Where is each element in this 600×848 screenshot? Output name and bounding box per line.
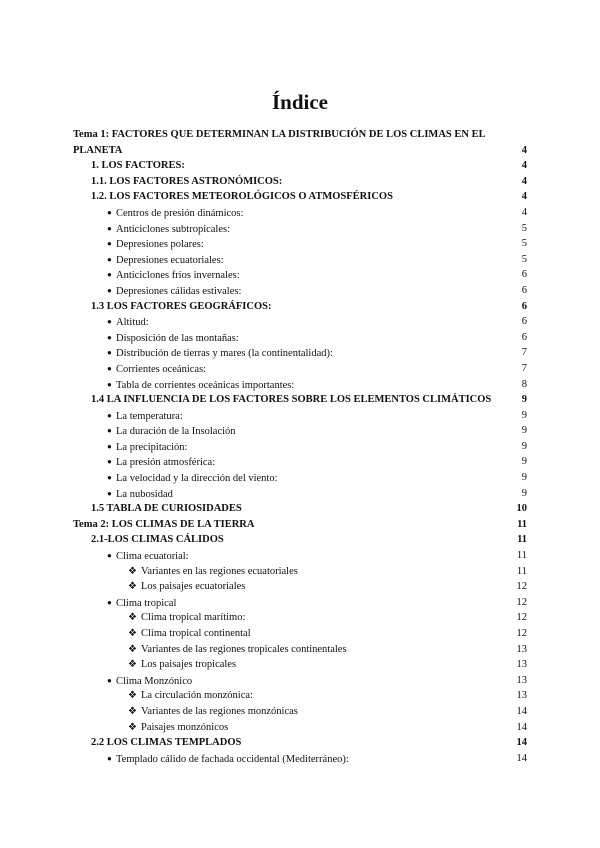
diamond-bullet-icon: ❖ (128, 721, 137, 733)
toc-entry-text: Variantes de las regiones monzónicas (141, 705, 298, 717)
toc-page-number: 13 (516, 659, 527, 671)
toc-page-number: 13 (516, 690, 527, 702)
diamond-bullet-icon: ❖ (128, 705, 137, 717)
bullet-icon: ● (107, 441, 112, 451)
toc-page-number: 9 (521, 440, 527, 452)
toc-page-number: 14 (516, 705, 527, 717)
diamond-bullet-icon: ❖ (128, 643, 137, 655)
toc-entry-title (107, 361, 206, 378)
toc-entry-text: Clima Monzónico (116, 675, 193, 687)
bullet-icon: ● (107, 597, 112, 607)
toc-entry-title (107, 751, 349, 768)
toc-entry[interactable] (0, 673, 600, 689)
toc-entry-title (107, 252, 224, 269)
toc-page-number: 9 (521, 425, 527, 437)
toc-entry-title (107, 267, 240, 284)
bullet-icon: ● (107, 551, 112, 561)
bullet-icon: ● (107, 254, 112, 264)
toc-entry[interactable] (0, 626, 600, 642)
toc-entry[interactable] (0, 532, 600, 548)
toc-entry-text: 2.1-LOS CLIMAS CÁLIDOS (91, 534, 224, 546)
toc-page-number: 8 (521, 378, 527, 390)
toc-entry-title (128, 688, 253, 704)
toc-page-number: 11 (516, 565, 527, 577)
toc-entry-title (107, 470, 278, 487)
toc-entry-text: Corrientes oceánicas: (116, 363, 207, 375)
toc-entry[interactable] (0, 314, 600, 330)
toc-entry-text: 2.2 LOS CLIMAS TEMPLADOS (91, 737, 242, 749)
toc-entry-title (107, 548, 189, 565)
toc-entry-text: Depresiones cálidas estivales: (116, 285, 242, 297)
toc-page-number: 12 (516, 612, 527, 624)
toc-entry[interactable] (0, 299, 600, 315)
toc-page-number: 11 (516, 550, 527, 562)
toc-entry[interactable] (0, 408, 600, 424)
toc-entry-text: Templado cálido de fachada occidental (Mediterráneo): (116, 753, 349, 765)
bullet-icon: ● (107, 426, 112, 436)
toc-entry[interactable] (0, 579, 600, 595)
diamond-bullet-icon: ❖ (128, 612, 137, 624)
toc-entry[interactable] (0, 174, 600, 190)
toc-entry-title (91, 189, 393, 205)
toc-entry-title (91, 501, 242, 517)
toc-page-number: 5 (521, 222, 527, 234)
toc-entry[interactable] (0, 704, 600, 720)
toc-page-number: 11 (517, 534, 527, 546)
toc-entry[interactable] (0, 517, 600, 533)
bullet-icon: ● (107, 239, 112, 249)
toc-entry[interactable] (0, 657, 600, 673)
toc-entry-text: Depresiones ecuatoriales: (116, 254, 224, 266)
toc-entry-text: La velocidad y la dirección del viento: (116, 473, 278, 485)
toc-entry-title (128, 626, 251, 642)
toc-page-number: 9 (521, 472, 527, 484)
toc-entry-title (128, 564, 298, 580)
toc-page-number: 9 (521, 487, 527, 499)
toc-page-number: 11 (517, 518, 527, 530)
toc-entry-text: 1.1. LOS FACTORES ASTRONÓMICOS: (91, 175, 283, 187)
toc-entry[interactable] (0, 361, 600, 377)
toc-entry-title (91, 158, 185, 174)
toc-page-number: 4 (521, 160, 527, 172)
toc-entry-text: La presión atmosférica: (116, 457, 216, 469)
toc-page-number: 5 (521, 238, 527, 250)
toc-entry-text: La nubosidad (116, 488, 173, 500)
toc-entry-title (107, 283, 241, 300)
toc-entry-title (91, 174, 282, 190)
toc-entry[interactable] (0, 423, 600, 439)
toc-entry-text: La precipitación: (116, 441, 188, 453)
toc-page-number: 4 (521, 175, 527, 187)
toc-page-number: 9 (521, 409, 527, 421)
toc-entry-title (128, 642, 347, 658)
toc-entry-text: Tema 1: FACTORES QUE DETERMINAN LA DISTRIBUCIÓN DE LOS CLIMAS EN EL PLANETA (73, 129, 486, 156)
toc-entry-text: Variantes en las regiones ecuatoriales (141, 565, 298, 577)
toc-page-number: 6 (521, 269, 527, 281)
toc-entry-text: 1.4 LA INFLUENCIA DE LOS FACTORES SOBRE LOS ELEMENTOS CLIMÁTICOS (91, 394, 492, 406)
toc-entry[interactable] (0, 642, 600, 658)
toc-entry-title (107, 345, 333, 362)
toc-entry-text: Centros de presión dinámicos: (116, 207, 244, 219)
toc-entry-title (107, 221, 230, 238)
toc-entry[interactable] (0, 236, 600, 252)
toc-entry[interactable] (0, 283, 600, 299)
toc-entry-text: Paisajes monzónicos (141, 721, 229, 733)
toc-entry-title (128, 704, 298, 720)
toc-entry-title (107, 408, 183, 425)
toc-entry[interactable] (0, 470, 600, 486)
toc-entry[interactable] (0, 377, 600, 393)
toc-entry-text: Anticiclones subtropicales: (116, 223, 231, 235)
toc-page-number: 12 (516, 628, 527, 639)
toc-entry-title (128, 657, 236, 673)
toc-page-number: 5 (521, 253, 527, 265)
toc-entry-text: Los paisajes ecuatoriales (141, 581, 246, 593)
toc-entry-title (107, 330, 239, 347)
toc-entry-title (91, 299, 271, 315)
toc-entry[interactable] (0, 720, 600, 736)
toc-entry-text: La temperatura: (116, 410, 183, 422)
toc-entry-title (91, 532, 224, 548)
toc-entry-text: Anticiclones fríos invernales: (116, 270, 240, 282)
toc-entry-title (107, 236, 204, 253)
toc-entry[interactable] (0, 564, 600, 580)
toc-entry[interactable] (0, 127, 600, 158)
bullet-icon: ● (107, 753, 112, 763)
toc-entry-text: Distribución de tierras y mares (la continentalidad): (116, 348, 333, 360)
bullet-icon: ● (107, 473, 112, 483)
diamond-bullet-icon: ❖ (128, 628, 137, 639)
toc-entry-title (128, 610, 245, 626)
bullet-icon: ● (107, 223, 112, 233)
toc-entry-text: Depresiones polares: (116, 239, 204, 251)
bullet-icon: ● (107, 285, 112, 295)
toc-entry-text: Clima tropical (116, 597, 177, 609)
bullet-icon: ● (107, 457, 112, 467)
toc-entry-title (73, 517, 254, 533)
page-title: Índice (271, 90, 328, 114)
toc-page-number: 10 (516, 503, 527, 515)
toc-page-number: 14 (516, 737, 527, 749)
toc-page-number: 6 (521, 284, 527, 296)
bullet-icon: ● (107, 363, 112, 373)
toc-entry-text: Disposición de las montañas: (116, 332, 239, 344)
toc-entry-text: Clima tropical marítimo: (141, 612, 246, 624)
toc-entry-text: Clima tropical continental (141, 628, 251, 639)
toc-page-number: 6 (521, 316, 527, 328)
toc-entry[interactable] (0, 751, 600, 767)
toc-entry[interactable] (0, 252, 600, 268)
diamond-bullet-icon: ❖ (128, 565, 137, 577)
toc-entry-title (107, 486, 173, 503)
toc-entry[interactable] (0, 158, 600, 174)
diamond-bullet-icon: ❖ (128, 581, 137, 593)
toc-entry-title (107, 439, 187, 456)
diamond-bullet-icon: ❖ (128, 690, 137, 702)
toc-page-number: 4 (521, 191, 527, 203)
bullet-icon: ● (107, 410, 112, 420)
toc-entry-text: 1.5 TABLA DE CURIOSIDADES (91, 503, 242, 515)
toc-page-number: 14 (516, 721, 527, 733)
toc-entry-text: Tema 2: LOS CLIMAS DE LA TIERRA (73, 518, 255, 530)
bullet-icon: ● (107, 332, 112, 342)
bullet-icon: ● (107, 207, 112, 217)
toc-entry-title (107, 423, 236, 440)
toc-entry[interactable] (0, 610, 600, 626)
toc-entry[interactable] (0, 392, 600, 408)
toc-page-number: 14 (516, 752, 527, 764)
toc-entry-text: La duración de la Insolación (116, 426, 236, 438)
toc-page-number: 9 (521, 456, 527, 468)
toc-entry[interactable] (0, 189, 600, 205)
toc-entry-text: Variantes de las regiones tropicales continentales (141, 643, 347, 655)
toc-entry[interactable] (0, 486, 600, 502)
bullet-icon: ● (107, 379, 112, 389)
toc-entry[interactable] (0, 439, 600, 455)
toc-page-number: 4 (521, 144, 527, 156)
toc-page-number: 7 (521, 347, 527, 359)
toc-entry-title (107, 205, 243, 222)
toc-entry[interactable] (0, 548, 600, 564)
bullet-icon: ● (107, 488, 112, 498)
toc-entry[interactable] (0, 345, 600, 361)
toc-entry-text: Altitud: (116, 317, 149, 329)
toc-entry[interactable] (0, 221, 600, 237)
toc-entry-text: Tabla de corrientes oceánicas importantes: (116, 379, 295, 391)
toc-page-number: 12 (516, 596, 527, 608)
toc-page-number: 12 (516, 581, 527, 593)
toc-entry[interactable] (0, 330, 600, 346)
toc-page-number: 4 (521, 206, 527, 218)
toc-entry-title (91, 392, 491, 408)
bullet-icon: ● (107, 675, 112, 685)
toc-entry-title (128, 579, 245, 595)
toc-entry-text: 1.3 LOS FACTORES GEOGRÁFICOS: (91, 300, 272, 312)
diamond-bullet-icon: ❖ (128, 659, 137, 671)
toc-page-number: 13 (516, 674, 527, 686)
toc-entry-title (128, 720, 228, 736)
toc-entry-title (73, 127, 523, 158)
toc-entry-title (107, 314, 149, 331)
table-of-contents (0, 127, 600, 766)
toc-page-number: 6 (521, 300, 527, 312)
toc-entry-text: 1.2. LOS FACTORES METEOROLÓGICOS O ATMOSFÉRICOS (91, 191, 393, 203)
toc-entry[interactable] (0, 501, 600, 517)
bullet-icon: ● (107, 317, 112, 327)
toc-entry-title (107, 595, 176, 612)
toc-entry-text: Los paisajes tropicales (141, 659, 237, 671)
toc-entry-title (91, 735, 241, 751)
toc-entry-title (107, 673, 192, 690)
toc-entry-text: La circulación monzónica: (141, 690, 253, 702)
toc-entry[interactable] (0, 595, 600, 611)
toc-page-number: 6 (521, 331, 527, 343)
toc-entry[interactable] (0, 688, 600, 704)
toc-page-number: 9 (521, 394, 527, 406)
toc-entry[interactable] (0, 267, 600, 283)
toc-entry[interactable] (0, 735, 600, 751)
bullet-icon: ● (107, 348, 112, 358)
bullet-icon: ● (107, 270, 112, 280)
toc-entry-text: 1. LOS FACTORES: (91, 160, 185, 172)
toc-entry[interactable] (0, 454, 600, 470)
toc-entry-title (107, 454, 215, 471)
toc-entry-text: Clima ecuatorial: (116, 551, 189, 563)
toc-entry-title (107, 377, 294, 394)
toc-page-number: 7 (521, 362, 527, 374)
toc-entry[interactable] (0, 205, 600, 221)
toc-page-number: 13 (516, 643, 527, 655)
